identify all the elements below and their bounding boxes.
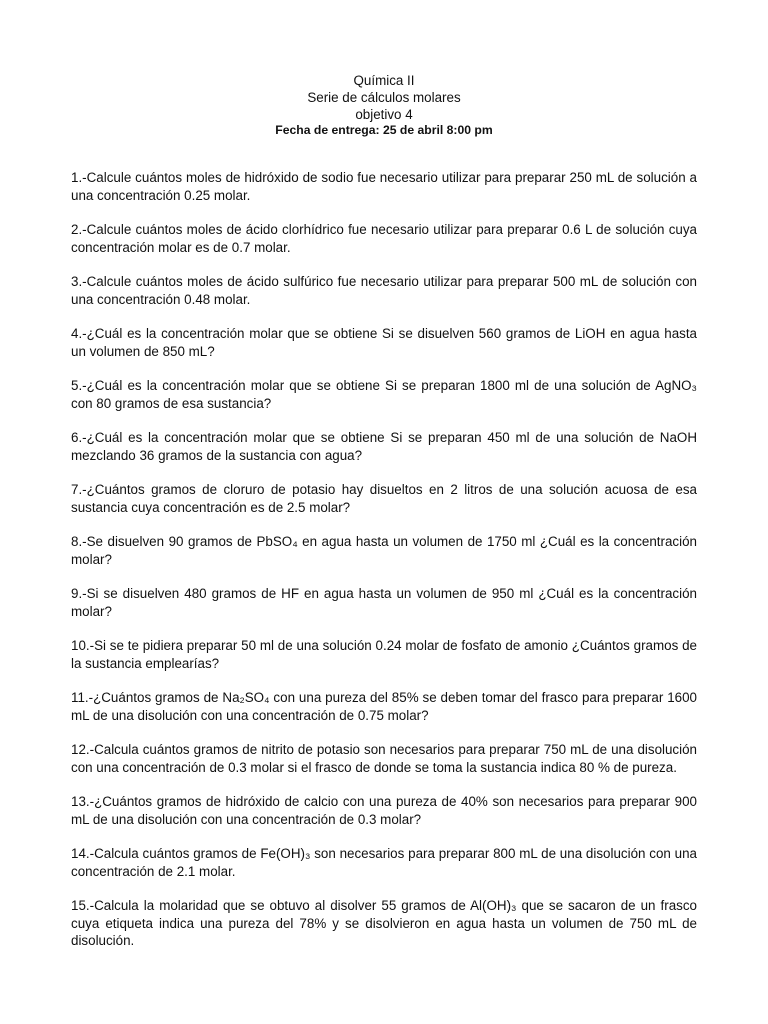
series-title: Serie de cálculos molares — [307, 90, 461, 105]
question-13: 13.-¿Cuántos gramos de hidróxido de calcio con una pureza de 40% son necesarios para preparar 900 mL de una disolución con una concentración de 0.3 molar? — [71, 794, 697, 827]
course-title: Química II — [353, 73, 415, 88]
question-5: 5.-¿Cuál es la concentración molar que se obtiene Si se preparan 1800 ml de una solución de AgNO₃ con 80 gramos de esa sustancia? — [71, 378, 697, 411]
question-7: 7.-¿Cuántos gramos de cloruro de potasio hay disueltos en 2 litros de una solución acuosa de esa sustancia cuya concentración es de 2.5 molar? — [71, 482, 697, 515]
question-3: 3.-Calcule cuántos moles de ácido sulfúrico fue necesario utilizar para preparar 500 mL de solución con una concentración 0.48 molar. — [71, 274, 697, 307]
question-2: 2.-Calcule cuántos moles de ácido clorhídrico fue necesario utilizar para preparar 0.6 L de solución cuya concentración molar es de 0.7 molar. — [71, 222, 697, 255]
question-9: 9.-Si se disuelven 480 gramos de HF en agua hasta un volumen de 950 ml ¿Cuál es la concentración molar? — [71, 586, 697, 619]
question-4: 4.-¿Cuál es la concentración molar que se obtiene Si se disuelven 560 gramos de LiOH en agua hasta un volumen de 850 mL? — [71, 326, 697, 359]
question-6: 6.-¿Cuál es la concentración molar que se obtiene Si se preparan 450 ml de una solución de NaOH mezclando 36 gramos de la sustancia con agua? — [71, 430, 697, 463]
question-12: 12.-Calcula cuántos gramos de nitrito de potasio son necesarios para preparar 750 mL de una disolución con una concentración de 0.3 molar si el frasco de donde se toma la sustancia indica 80 % de pureza. — [71, 742, 697, 775]
question-10: 10.-Si se te pidiera preparar 50 ml de una solución 0.24 molar de fosfato de amonio ¿Cuántos gramos de la sustancia emplearías? — [71, 638, 697, 671]
document-header — [71, 72, 697, 138]
question-list — [71, 169, 697, 950]
due-date: Fecha de entrega: 25 de abril 8:00 pm — [275, 123, 493, 137]
question-1: 1.-Calcule cuántos moles de hidróxido de sodio fue necesario utilizar para preparar 250 mL de solución a una concentración 0.25 molar. — [71, 170, 697, 203]
question-14: 14.-Calcula cuántos gramos de Fe(OH)₃ son necesarios para preparar 800 mL de una disolución con una concentración de 2.1 molar. — [71, 846, 697, 879]
question-11: 11.-¿Cuántos gramos de Na₂SO₄ con una pureza del 85% se deben tomar del frasco para preparar 1600 mL de una disolución con una concentración de 0.75 molar? — [71, 690, 697, 723]
objective-label: objetivo 4 — [355, 107, 413, 122]
question-15: 15.-Calcula la molaridad que se obtuvo al disolver 55 gramos de Al(OH)₃ que se sacaron de un frasco cuya etiqueta indica una pureza del 78% y se disolvieron en agua hasta un volumen de 750 mL de disolución. — [71, 898, 697, 948]
question-8: 8.-Se disuelven 90 gramos de PbSO₄ en agua hasta un volumen de 1750 ml ¿Cuál es la concentración molar? — [71, 534, 697, 567]
